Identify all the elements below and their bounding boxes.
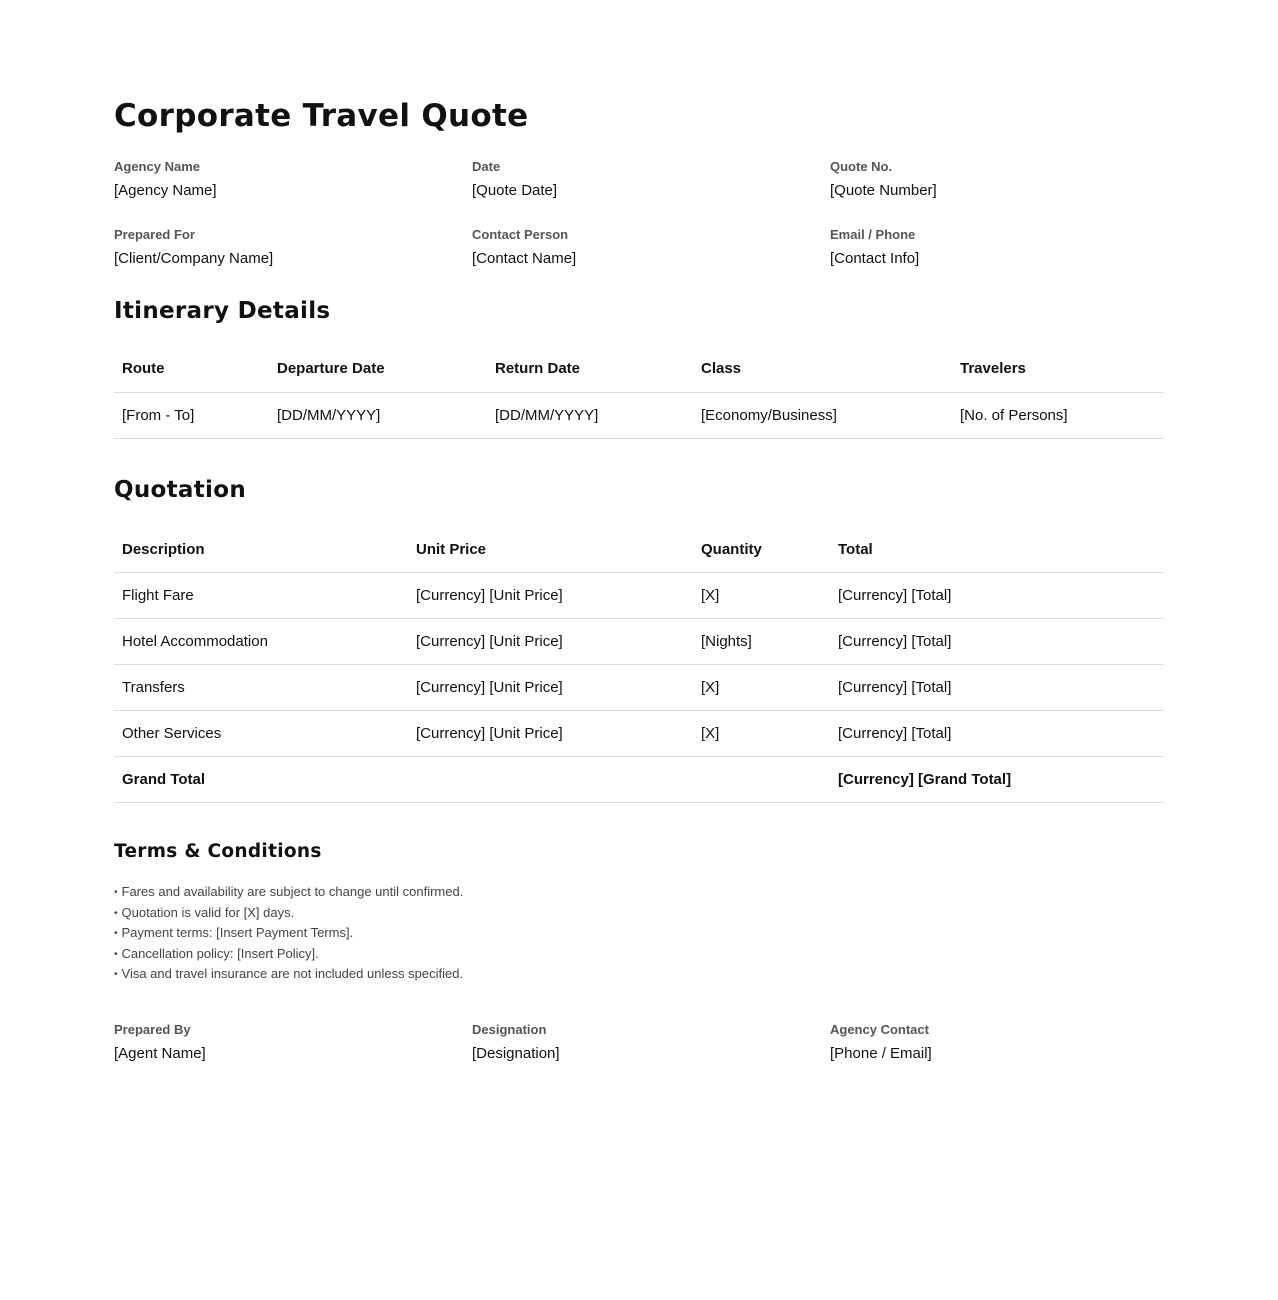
cell-total: [Currency] [Total] — [830, 665, 1164, 711]
info-label: Prepared For — [114, 227, 195, 242]
info-quote-number — [830, 158, 1164, 226]
info-label: Quote No. — [830, 159, 893, 174]
itinerary-section-title: Itinerary Details — [114, 298, 331, 324]
table-row — [114, 665, 1164, 711]
column-header-description: Description — [114, 527, 408, 573]
terms-item: • Payment terms: [Insert Payment Terms]. — [114, 923, 1164, 944]
cell-total: [Currency] [Total] — [830, 619, 1164, 665]
cell-description: Transfers — [114, 665, 408, 711]
info-email-phone — [830, 226, 1164, 294]
grand-total-row — [114, 757, 1164, 803]
cell-empty — [408, 757, 693, 803]
column-header-route: Route — [114, 346, 269, 392]
info-contact-person — [472, 226, 830, 294]
cell-travelers: [No. of Persons] — [952, 392, 1164, 438]
cell-quantity: [X] — [693, 711, 830, 757]
info-agency-name — [114, 158, 472, 226]
info-label: Designation — [472, 1021, 547, 1037]
table-header-row — [114, 346, 1164, 392]
cell-total: [Currency] [Total] — [830, 711, 1164, 757]
info-value: [Agency Name] — [114, 182, 217, 199]
cell-unit-price: [Currency] [Unit Price] — [408, 665, 693, 711]
column-header-class: Class — [693, 346, 952, 392]
info-label: Date — [472, 159, 501, 174]
cell-return-date: [DD/MM/YYYY] — [487, 392, 693, 438]
quote-document — [114, 96, 1164, 1089]
table-header-row — [114, 527, 1164, 573]
cell-quantity: [X] — [693, 573, 830, 619]
column-header-quantity: Quantity — [693, 527, 830, 573]
cell-description: Hotel Accommodation — [114, 619, 408, 665]
cell-unit-price: [Currency] [Unit Price] — [408, 711, 693, 757]
cell-total: [Currency] [Total] — [830, 573, 1164, 619]
cell-description: Flight Fare — [114, 573, 408, 619]
quotation-table — [114, 527, 1164, 804]
cell-empty — [693, 757, 830, 803]
terms-item: • Quotation is valid for [X] days. — [114, 903, 1164, 924]
info-value: [Quote Number] — [830, 182, 937, 199]
footer-designation — [472, 1021, 830, 1089]
table-row — [114, 619, 1164, 665]
column-header-return-date: Return Date — [487, 346, 693, 392]
table-row — [114, 392, 1164, 438]
cell-quantity: [Nights] — [693, 619, 830, 665]
terms-item: • Fares and availability are subject to change until confirmed. — [114, 882, 1164, 903]
cell-description: Other Services — [114, 711, 408, 757]
cell-unit-price: [Currency] [Unit Price] — [408, 619, 693, 665]
info-value: [Quote Date] — [472, 182, 558, 199]
table-row — [114, 573, 1164, 619]
info-value: [Phone / Email] — [830, 1044, 932, 1062]
terms-section-title: Terms & Conditions — [114, 841, 322, 862]
info-value: [Designation] — [472, 1044, 560, 1062]
info-prepared-for — [114, 226, 472, 294]
grand-total-value: [Currency] [Grand Total] — [830, 757, 1164, 803]
info-value: [Contact Name] — [472, 250, 577, 267]
cell-route: [From - To] — [114, 392, 269, 438]
page-title: Corporate Travel Quote — [114, 98, 529, 134]
info-value: [Client/Company Name] — [114, 250, 274, 267]
info-value: [Contact Info] — [830, 250, 920, 267]
info-label: Prepared By — [114, 1021, 191, 1037]
footer-prepared-by — [114, 1021, 472, 1089]
info-date — [472, 158, 830, 226]
info-label: Agency Name — [114, 159, 200, 174]
table-row — [114, 711, 1164, 757]
terms-item: • Cancellation policy: [Insert Policy]. — [114, 944, 1164, 965]
column-header-unit-price: Unit Price — [408, 527, 693, 573]
info-value: [Agent Name] — [114, 1044, 206, 1062]
column-header-travelers: Travelers — [952, 346, 1164, 392]
cell-class: [Economy/Business] — [693, 392, 952, 438]
grand-total-label: Grand Total — [114, 757, 408, 803]
itinerary-table — [114, 346, 1164, 439]
terms-list — [114, 882, 1164, 985]
cell-departure-date: [DD/MM/YYYY] — [269, 392, 487, 438]
cell-quantity: [X] — [693, 665, 830, 711]
footer-agency-contact — [830, 1021, 1164, 1089]
column-header-departure-date: Departure Date — [269, 346, 487, 392]
info-label: Email / Phone — [830, 227, 916, 242]
signature-footer — [114, 1021, 1164, 1089]
quote-info-grid — [114, 158, 1164, 294]
info-label: Agency Contact — [830, 1021, 929, 1037]
quotation-section-title: Quotation — [114, 476, 246, 503]
info-label: Contact Person — [472, 227, 569, 242]
terms-item: • Visa and travel insurance are not included unless specified. — [114, 964, 1164, 985]
cell-unit-price: [Currency] [Unit Price] — [408, 573, 693, 619]
column-header-total: Total — [830, 527, 1164, 573]
